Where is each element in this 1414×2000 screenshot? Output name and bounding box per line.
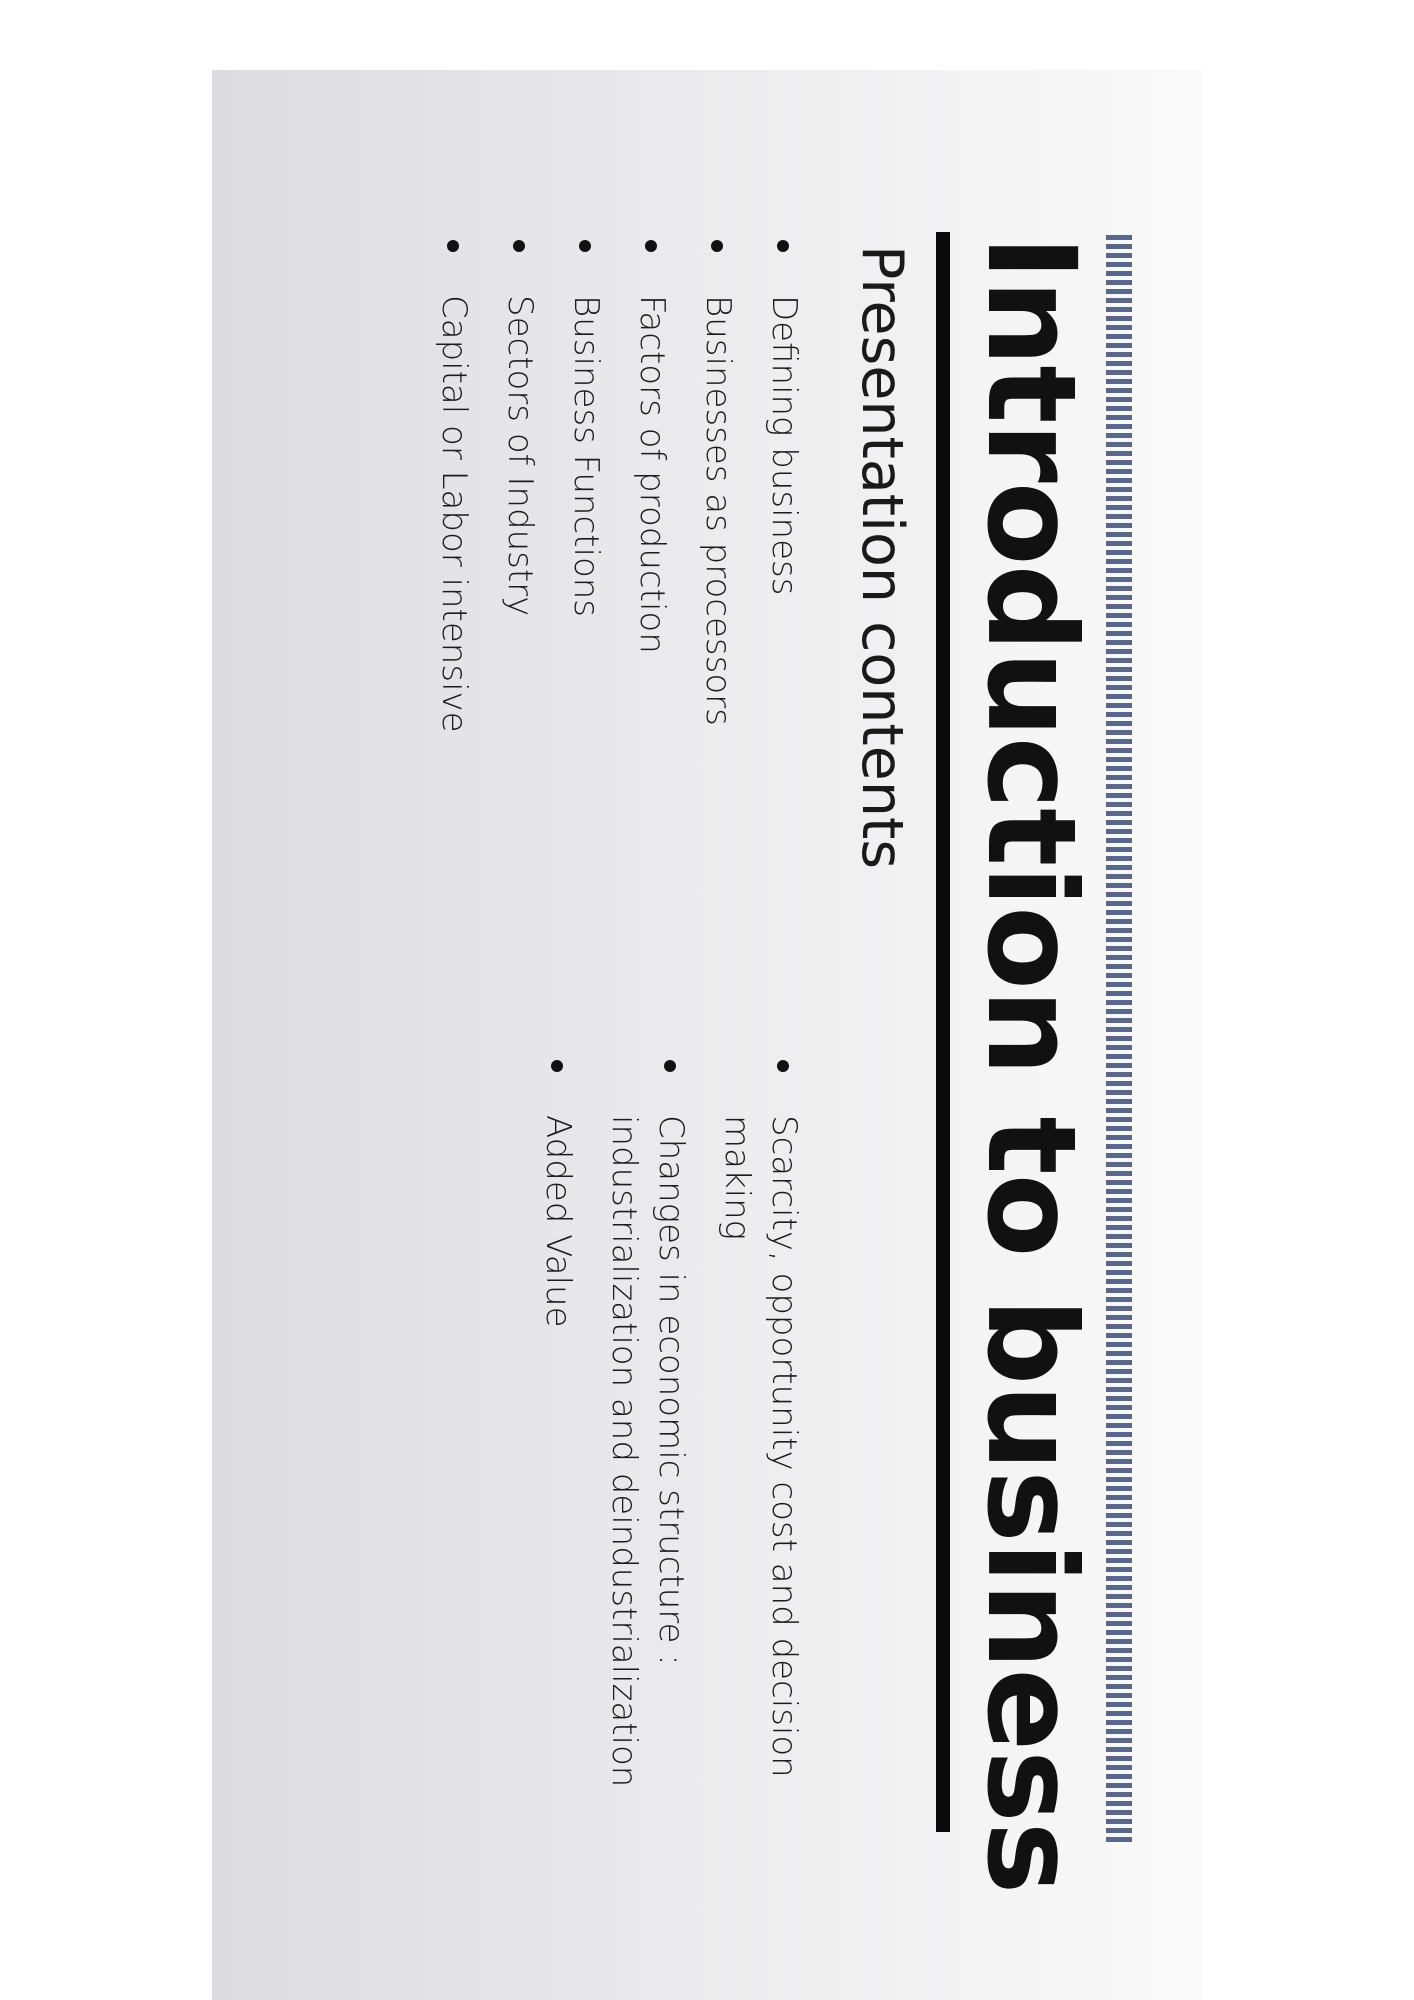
list-item-text: Factors of production — [632, 295, 672, 654]
bullet-icon — [645, 240, 657, 252]
contents-list-right — [515, 1060, 807, 1840]
list-item — [713, 1060, 807, 1840]
list-item — [496, 240, 543, 1040]
contents-list-left — [411, 240, 807, 1040]
list-item-text: Business Functions — [566, 295, 606, 618]
bullet-icon — [777, 1060, 789, 1072]
decorative-stripe — [1106, 235, 1132, 1845]
list-item — [562, 240, 609, 1040]
list-item-text: Businesses as processors — [698, 295, 738, 726]
list-item-text: Changes in economic structure : industrialization and deindustrialization — [604, 1115, 691, 1788]
list-item-text: Defining business — [764, 295, 804, 596]
list-item — [430, 240, 477, 1040]
slide-subtitle: Presentation contents — [849, 245, 915, 870]
bullet-icon — [551, 1060, 563, 1072]
list-item-text: Sectors of Industry — [500, 295, 540, 617]
list-item — [600, 1060, 694, 1840]
bullet-icon — [664, 1060, 676, 1072]
list-item-text: Capital or Labor intensive — [434, 295, 474, 733]
bullet-icon — [513, 240, 525, 252]
title-underline — [936, 232, 950, 1832]
list-item-text: Scarcity, opportunity cost and decision making — [717, 1115, 804, 1778]
list-item — [628, 240, 675, 1040]
list-item-text: Added Value — [538, 1115, 578, 1328]
list-item — [694, 240, 741, 1040]
list-item — [760, 240, 807, 1040]
slide — [212, 70, 1202, 2000]
list-item — [534, 1060, 581, 1840]
bullet-icon — [579, 240, 591, 252]
bullet-icon — [777, 240, 789, 252]
bullet-icon — [711, 240, 723, 252]
slide-title: Introduction to business — [960, 235, 1102, 1894]
bullet-icon — [447, 240, 459, 252]
